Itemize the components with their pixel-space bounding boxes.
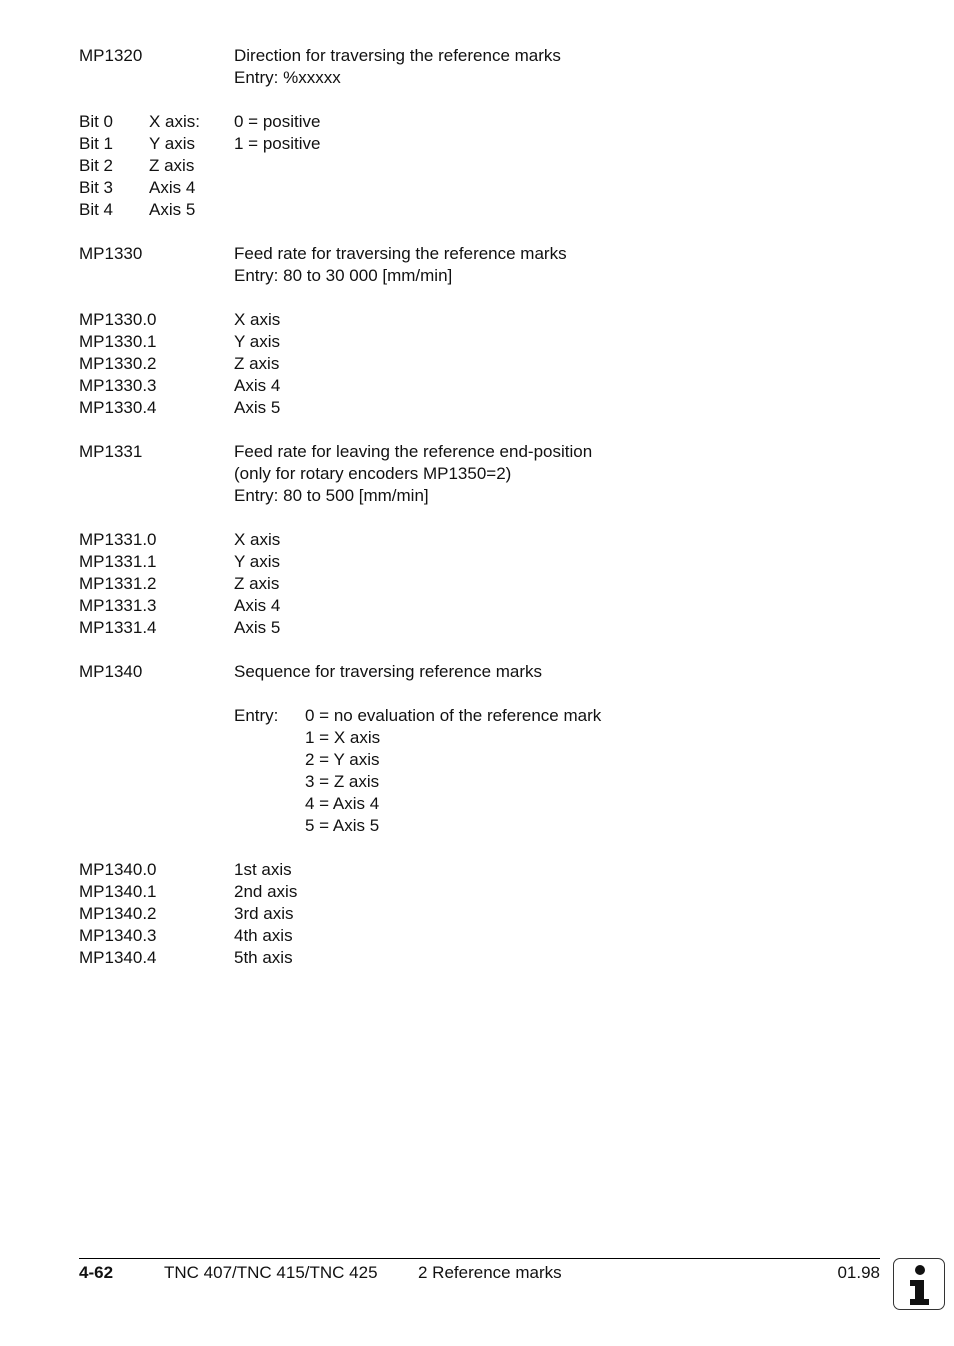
param-code: MP1320 [79,46,143,65]
bit-row [79,199,879,221]
bit-row [79,133,879,155]
entry-label: Entry: [234,706,279,725]
sub-param-code: MP1330.1 [79,332,157,351]
entry-option: 3 = Z axis [305,772,380,791]
sub-param-label: 2nd axis [234,882,298,901]
sub-param-label: Z axis [234,354,280,373]
sub-param-code: MP1330.0 [79,310,157,329]
bit-value: 0 = positive [234,112,321,131]
sub-param-code: MP1331.1 [79,552,157,571]
page-footer [79,1258,880,1289]
param-code: MP1340 [79,662,143,681]
entry-option-row [79,815,879,837]
entry-option: 0 = no evaluation of the reference mark [305,706,602,725]
page-number: 4-62 [79,1263,114,1282]
sub-param-code: MP1340.1 [79,882,157,901]
param-entry: Entry: 80 to 500 [mm/min] [234,486,429,505]
sub-param-code: MP1340.0 [79,860,157,879]
sub-param-row [79,551,879,573]
sub-param-row [79,573,879,595]
sub-param-label: 1st axis [234,860,292,879]
bit-row [79,111,879,133]
sub-param-code: MP1330.3 [79,376,157,395]
mp1320-header [79,45,879,67]
sub-param-code: MP1330.4 [79,398,157,417]
bit-axis: Axis 5 [149,200,196,219]
sub-param-code: MP1340.2 [79,904,157,923]
mp1331-entry [79,485,879,507]
sub-param-row [79,859,879,881]
info-icon [893,1258,945,1310]
info-glyph [894,1259,946,1311]
sub-param-row [79,947,879,969]
parameter-list [79,45,879,969]
entry-option-row [79,705,879,727]
bit-value: 1 = positive [234,134,321,153]
bit-label: Bit 0 [79,112,114,131]
sub-param-label: Axis 5 [234,618,281,637]
mp1331-header [79,441,879,463]
param-code: MP1330 [79,244,143,263]
sub-param-row [79,925,879,947]
param-description: Feed rate for traversing the reference marks [234,244,567,263]
footer-section: 2 Reference marks [418,1263,562,1282]
sub-param-row [79,903,879,925]
param-entry: Entry: 80 to 30 000 [mm/min] [234,266,453,285]
sub-param-label: X axis [234,310,281,329]
entry-option: 4 = Axis 4 [305,794,380,813]
param-description: Direction for traversing the reference marks [234,46,561,65]
entry-option: 5 = Axis 5 [305,816,380,835]
sub-param-row [79,617,879,639]
bit-axis: Z axis [149,156,195,175]
param-entry: Entry: %xxxxx [234,68,341,87]
sub-param-code: MP1331.2 [79,574,157,593]
mp1330-header [79,243,879,265]
sub-param-code: MP1340.3 [79,926,157,945]
sub-param-code: MP1331.3 [79,596,157,615]
entry-option-row [79,771,879,793]
entry-option-row [79,749,879,771]
entry-option-row [79,727,879,749]
bit-axis: Axis 4 [149,178,196,197]
bit-label: Bit 3 [79,178,114,197]
footer-date: 01.98 [837,1263,880,1282]
param-code: MP1331 [79,442,143,461]
sub-param-row [79,375,879,397]
bit-label: Bit 4 [79,200,114,219]
mp1330-entry [79,265,879,287]
sub-param-label: 5th axis [234,948,293,967]
mp1320-entry [79,67,879,89]
sub-param-code: MP1331.4 [79,618,157,637]
sub-param-row [79,529,879,551]
sub-param-label: Z axis [234,574,280,593]
sub-param-row [79,331,879,353]
param-description-note: (only for rotary encoders MP1350=2) [234,464,512,483]
sub-param-row [79,353,879,375]
sub-param-label: Y axis [234,552,280,571]
entry-option-row [79,793,879,815]
sub-param-label: Y axis [234,332,280,351]
mp1340-header [79,661,879,683]
bit-axis: Y axis [149,134,195,153]
sub-param-label: 4th axis [234,926,293,945]
sub-param-row [79,595,879,617]
sub-param-row [79,881,879,903]
sub-param-code: MP1340.4 [79,948,157,967]
bit-row [79,177,879,199]
bit-label: Bit 2 [79,156,114,175]
sub-param-label: Axis 4 [234,376,281,395]
param-description: Sequence for traversing reference marks [234,662,543,681]
bit-label: Bit 1 [79,134,114,153]
sub-param-label: X axis [234,530,281,549]
bit-row [79,155,879,177]
sub-param-label: 3rd axis [234,904,294,923]
sub-param-label: Axis 5 [234,398,281,417]
sub-param-code: MP1331.0 [79,530,157,549]
sub-param-label: Axis 4 [234,596,281,615]
entry-option: 1 = X axis [305,728,381,747]
param-description: Feed rate for leaving the reference end-position [234,442,593,461]
bit-axis: X axis: [149,112,201,131]
sub-param-row [79,397,879,419]
footer-model: TNC 407/TNC 415/TNC 425 [164,1263,378,1282]
entry-option: 2 = Y axis [305,750,380,769]
sub-param-code: MP1330.2 [79,354,157,373]
mp1331-desc2 [79,463,879,485]
sub-param-row [79,309,879,331]
